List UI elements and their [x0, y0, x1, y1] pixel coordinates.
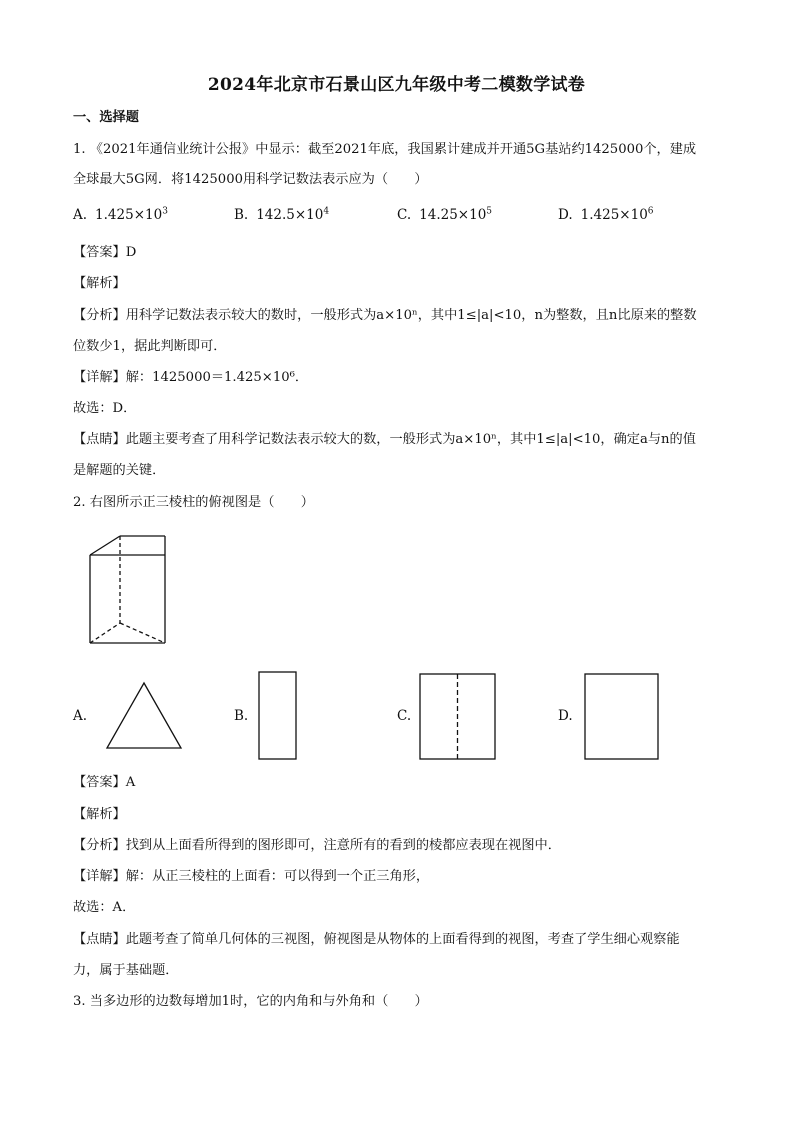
option-label: C. — [397, 207, 412, 223]
page-title: 2024年北京市石景山区九年级中考二模数学试卷 — [207, 75, 586, 95]
q2-option-c-label[interactable]: C. — [397, 708, 412, 724]
q2-option-b-narrow-rectangle[interactable] — [257, 670, 299, 762]
q1-dianjing-line2: 是解题的关键． — [73, 463, 166, 478]
q1-dianjing-line1: 【点睛】此题主要考查了用科学记数法表示较大的数，一般形式为a×10ⁿ，其中1≤|a|<10，确定a与n的值 — [73, 432, 696, 447]
q1-option-d[interactable] — [558, 207, 654, 223]
q2-option-d-rectangle[interactable] — [583, 672, 661, 762]
q2-dianjing-line2: 力，属于基础题． — [73, 963, 179, 978]
q2-option-b-label[interactable]: B. — [234, 708, 249, 724]
q1-option-a[interactable] — [73, 207, 168, 223]
q1-detail: 【详解】解：1425000＝1.425×10⁶． — [73, 370, 309, 385]
q2-dianjing-line1: 【点睛】此题考查了简单几何体的三视图，俯视图是从物体的上面看得到的视图，考查了学生细心观察能 — [73, 932, 680, 947]
q2-answer: 【答案】A — [73, 775, 136, 790]
q2-analysis-head: 【解析】 — [73, 807, 126, 822]
option-value: 1.425×10 — [580, 207, 648, 223]
q2-option-c-rectangle-dashed[interactable] — [418, 672, 498, 762]
section-heading: 一、选择题 — [73, 110, 139, 125]
option-label: B. — [234, 207, 249, 223]
option-exponent: 4 — [323, 206, 330, 217]
option-value: 1.425×10 — [95, 207, 163, 223]
q2-option-a-label[interactable]: A. — [73, 708, 88, 724]
q2-stem: 2. 右图所示正三棱柱的俯视图是（ ） — [73, 495, 314, 510]
option-label: A. — [73, 207, 88, 223]
q1-choose: 故选：D． — [73, 401, 137, 416]
q1-stem-line1: 1. 《2021年通信业统计公报》中显示：截至2021年底，我国累计建成并开通5G基站约1425000个，建成 — [73, 142, 697, 157]
q2-choose: 故选：A． — [73, 900, 136, 915]
q1-fenxi-line2: 位数少1，据此判断即可． — [73, 339, 227, 354]
q1-option-b[interactable] — [234, 207, 329, 223]
q1-option-c[interactable] — [397, 207, 492, 223]
option-label: D. — [558, 207, 573, 223]
option-value: 142.5×10 — [256, 207, 324, 223]
triangular-prism-figure — [80, 530, 180, 650]
prism-hidden-edge-left — [90, 623, 120, 643]
option-exponent: 3 — [162, 206, 168, 217]
q2-fenxi: 【分析】找到从上面看所得到的图形即可，注意所有的看到的棱都应表现在视图中． — [73, 838, 561, 853]
q2-option-a-triangle[interactable] — [104, 680, 184, 752]
prism-top-edge-left — [90, 536, 120, 555]
option-exponent: 6 — [647, 206, 654, 217]
q2-option-d-label[interactable]: D. — [558, 708, 573, 724]
prism-hidden-edge-right — [120, 623, 165, 643]
q1-stem-line2: 全球最大5G网．将1425000用科学记数法表示应为（ ） — [73, 172, 428, 187]
q1-fenxi-line1: 【分析】用科学记数法表示较大的数时，一般形式为a×10ⁿ，其中1≤|a|<10，n为整数，且n比原来的整数 — [73, 308, 697, 323]
q3-stem: 3. 当多边形的边数每增加1时，它的内角和与外角和（ ） — [73, 994, 428, 1009]
option-value: 14.25×10 — [419, 207, 487, 223]
q1-answer: 【答案】D — [73, 245, 137, 260]
q2-detail: 【详解】解：从正三棱柱的上面看：可以得到一个正三角形， — [73, 869, 430, 884]
option-exponent: 5 — [486, 206, 493, 217]
q1-analysis-head: 【解析】 — [73, 276, 126, 291]
